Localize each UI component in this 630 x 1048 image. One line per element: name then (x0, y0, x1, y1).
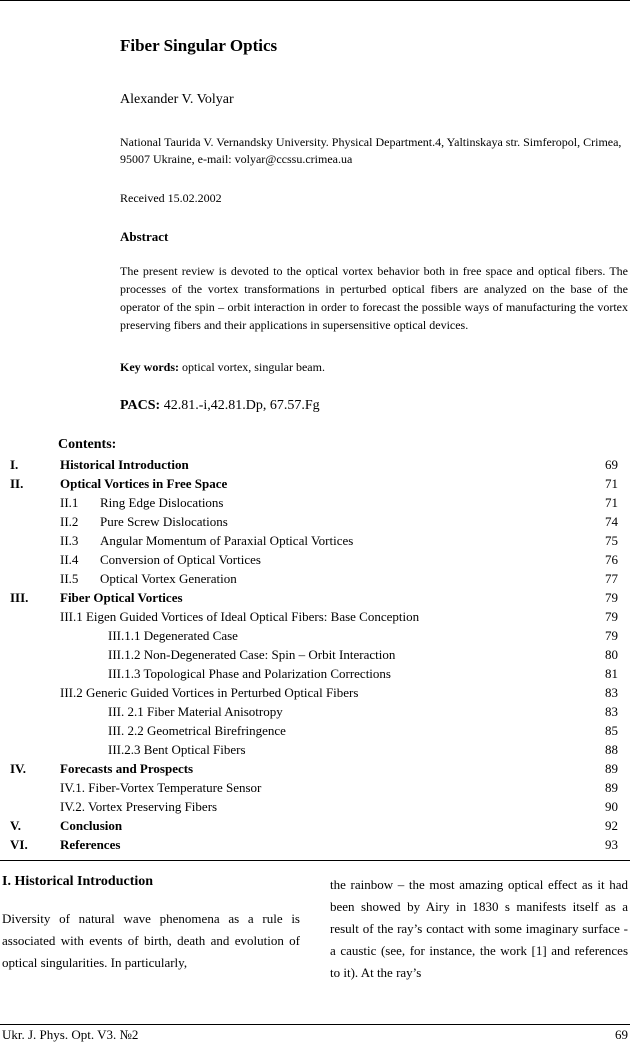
toc-row (0, 474, 630, 493)
toc-subsection-code: II.4 (60, 552, 79, 567)
contents-heading: Contents: (58, 437, 117, 452)
abstract-heading: Abstract (120, 229, 169, 244)
toc-row (0, 531, 630, 550)
toc-page-number: 90 (605, 799, 618, 814)
toc-entry-title (60, 607, 419, 626)
journal-citation: Ukr. J. Phys. Opt. V3. №2 (2, 1027, 139, 1042)
toc-entry-title (60, 778, 261, 797)
toc-entry-title (60, 816, 122, 835)
toc-entry-title (108, 645, 395, 664)
toc-entry-text: III.1 Eigen Guided Vortices of Ideal Optical Fibers: Base Conception (60, 609, 420, 624)
toc-page-number: 88 (605, 742, 618, 757)
received-date: Received 15.02.2002 (120, 191, 222, 205)
toc-row (0, 645, 630, 664)
affiliation: National Taurida V. Vernandsky University. Physical Department.4, Yaltinskaya str. Simferopol, Crimea, 95007 Ukraine, e-mail: volyar@ccssu.crimea.ua (120, 135, 622, 166)
toc-row (0, 683, 630, 702)
toc-section-number: VI. (10, 837, 28, 852)
toc-entry-title (108, 626, 238, 645)
toc-entry-text: Forecasts and Prospects (60, 761, 194, 776)
keywords-label: Key words: (120, 360, 179, 374)
toc-entry-title (60, 683, 358, 702)
toc-entry-title (108, 740, 246, 759)
toc-entry-text: III.2 Generic Guided Vortices in Perturbed Optical Fibers (60, 685, 359, 700)
toc-section-number: III. (10, 590, 29, 605)
pacs-value: 42.81.-i,42.81.Dp, 67.57.Fg (163, 398, 320, 413)
toc-entry-title (108, 702, 283, 721)
toc-row (0, 797, 630, 816)
page-number: 69 (615, 1027, 628, 1042)
toc-entry-text: IV.1. Fiber-Vortex Temperature Sensor (60, 780, 262, 795)
toc-row (0, 835, 630, 854)
toc-page-number: 71 (605, 495, 618, 510)
body-column-left: Diversity of natural wave phenomena as a rule is associated with events of birth, death and evolution of optical singularities. In particularly, (2, 911, 300, 970)
toc-entry-title (60, 569, 237, 588)
toc-entry-text: III.1.3 Topological Phase and Polarization Corrections (108, 666, 391, 681)
toc-page-number: 79 (605, 590, 618, 605)
toc-entry-title (60, 588, 183, 607)
toc-page-number: 79 (605, 609, 618, 624)
toc-page-number: 69 (605, 457, 618, 472)
toc-page-number: 74 (605, 514, 618, 529)
toc-subsection-code: II.3 (60, 533, 79, 548)
abstract-text: The present review is devoted to the optical vortex behavior both in free space and optical fibers. The processes of the vortex transformations in perturbed optical fibers are analyzed on the base of the operator of the spin – orbit interaction in order to forecast the possible ways of manufacturing the vortex preserving fibers and their applications in supersensitive optical devices. (120, 264, 628, 332)
pacs (120, 398, 628, 414)
keywords-value: optical vortex, singular beam. (182, 360, 325, 374)
toc-row (0, 702, 630, 721)
author-name: Alexander V. Volyar (120, 92, 234, 107)
toc-row (0, 455, 630, 474)
toc-entry-text: Ring Edge Dislocations (100, 495, 224, 510)
toc-entry-text: III.1.1 Degenerated Case (108, 628, 238, 643)
footer-rule (0, 1024, 630, 1025)
toc-entry-title (60, 835, 120, 854)
section-heading: I. Historical Introduction (2, 874, 154, 889)
toc-page-number: 85 (605, 723, 618, 738)
toc-entry-text: Conclusion (60, 818, 123, 833)
toc-section-number: II. (10, 476, 24, 491)
toc-entry-text: Conversion of Optical Vortices (100, 552, 261, 567)
toc-entry-text: IV.2. Vortex Preserving Fibers (60, 799, 218, 814)
pacs-label: PACS: (120, 398, 161, 413)
toc-entry-title (60, 512, 228, 531)
toc-row (0, 550, 630, 569)
toc-row (0, 740, 630, 759)
paper-title: Fiber Singular Optics (120, 36, 278, 55)
toc-subsection-code: II.2 (60, 514, 79, 529)
toc-entry-text: Angular Momentum of Paraxial Optical Vortices (100, 533, 354, 548)
toc-entry-text: III. 2.2 Geometrical Birefringence (108, 723, 286, 738)
toc-entry-text: Pure Screw Dislocations (100, 514, 228, 529)
toc-entry-title (60, 493, 224, 512)
toc-page-number: 77 (605, 571, 618, 586)
toc-page-number: 92 (605, 818, 618, 833)
table-of-contents (0, 455, 630, 854)
toc-entry-title (60, 797, 217, 816)
toc-entry-text: Optical Vortices in Free Space (60, 476, 228, 491)
toc-row (0, 778, 630, 797)
toc-entry-text: Optical Vortex Generation (100, 571, 237, 586)
toc-row (0, 626, 630, 645)
toc-page-number: 79 (605, 628, 618, 643)
toc-entry-title (108, 721, 286, 740)
toc-page-number: 83 (605, 685, 618, 700)
toc-row (0, 493, 630, 512)
toc-entry-text: Fiber Optical Vortices (60, 590, 183, 605)
toc-entry-title (60, 455, 189, 474)
toc-entry-title (60, 474, 227, 493)
toc-page-number: 89 (605, 761, 618, 776)
toc-page-number: 93 (605, 837, 618, 852)
section-divider (0, 860, 630, 861)
toc-row (0, 588, 630, 607)
toc-entry-text: III. 2.1 Fiber Material Anisotropy (108, 704, 283, 719)
toc-section-number: V. (10, 818, 21, 833)
toc-section-number: I. (10, 457, 19, 472)
toc-entry-text: III.2.3 Bent Optical Fibers (108, 742, 246, 757)
toc-page-number: 83 (605, 704, 618, 719)
toc-entry-text: III.1.2 Non-Degenerated Case: Spin – Orbit Interaction (108, 647, 396, 662)
toc-row (0, 569, 630, 588)
toc-entry-title (60, 531, 353, 550)
toc-row (0, 759, 630, 778)
toc-page-number: 76 (605, 552, 618, 567)
toc-page-number: 81 (605, 666, 618, 681)
toc-page-number: 71 (605, 476, 618, 491)
toc-entry-text: Historical Introduction (60, 457, 189, 472)
toc-entry-text: References (60, 837, 121, 852)
toc-section-number: IV. (10, 761, 27, 776)
toc-row (0, 512, 630, 531)
toc-row (0, 607, 630, 626)
toc-entry-title (108, 664, 391, 683)
toc-page-number: 89 (605, 780, 618, 795)
toc-row (0, 721, 630, 740)
toc-row (0, 816, 630, 835)
toc-page-number: 75 (605, 533, 618, 548)
toc-subsection-code: II.5 (60, 571, 79, 586)
body-column-right: the rainbow – the most amazing optical effect as it had been showed by Airy in 1830 s manifests itself as a result of the ray’s contact with some imaginary surface - a caustic (see, for instance, the work [1] and references to it). At the ray’s (330, 877, 628, 980)
toc-subsection-code: II.1 (60, 495, 79, 510)
keywords (120, 360, 628, 375)
top-rule (0, 0, 630, 1)
toc-page-number: 80 (605, 647, 618, 662)
toc-entry-title (60, 550, 261, 569)
toc-row (0, 664, 630, 683)
toc-entry-title (60, 759, 193, 778)
